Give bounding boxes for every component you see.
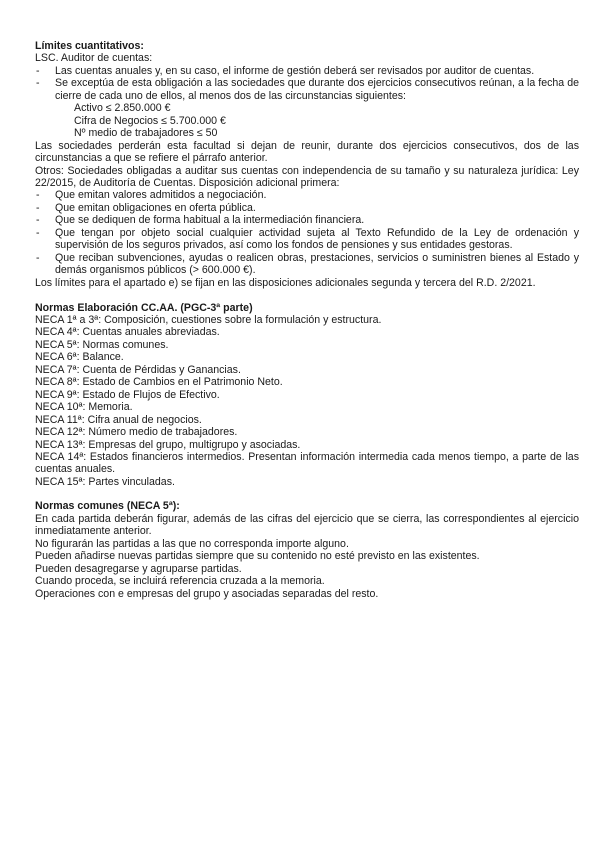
criterion-revenue: Cifra de Negocios ≤ 5.700.000 € [74, 114, 226, 127]
neca-line: NECA 6ª: Balance. [35, 351, 124, 364]
bullet-marker: - [36, 77, 40, 90]
neca-line: NECA 13ª: Empresas del grupo, multigrupo y asociadas. [35, 438, 301, 451]
neca-line: NECA 9ª: Estado de Flujos de Efectivo. [35, 388, 220, 401]
paragraph: Los límites para el apartado e) se fijan en las disposiciones adicionales segunda y tercera del R.D. 2/2021. [35, 276, 536, 289]
bullet-marker: - [36, 189, 40, 202]
bullet-marker: - [36, 201, 40, 214]
list-item [35, 65, 579, 77]
rule-line: No figurarán las partidas a las que no corresponda importe alguno. [35, 537, 349, 550]
rule-line: Pueden añadirse nuevas partidas siempre que su contenido no esté previsto en las existentes. [35, 550, 480, 563]
criterion-employees: Nº medio de trabajadores ≤ 50 [74, 127, 218, 140]
list-item [35, 189, 579, 201]
section-spacer [35, 488, 579, 500]
rule-line: Operaciones con e empresas del grupo y asociadas separadas del resto. [35, 587, 379, 600]
neca-line: NECA 10ª: Memoria. [35, 401, 133, 414]
neca-line: NECA 12ª: Número medio de trabajadores. [35, 426, 238, 439]
neca-line: NECA 5ª: Normas comunes. [35, 338, 169, 351]
section-spacer [35, 289, 579, 302]
list-item [35, 77, 579, 102]
section-neca-rules [35, 302, 579, 489]
paragraph: Las sociedades perderán esta facultad si dejan de reunir, durante dos ejercicios consecutivos, dos de las circunstancias a que se refiere el párrafo anterior. [35, 139, 579, 165]
list-item-text: Que emitan obligaciones en oferta pública. [55, 201, 256, 214]
bullet-marker: - [36, 64, 40, 77]
list-item-text: Que tengan por objeto social cualquier actividad sujeta al Texto Refundido de la Ley de ordenación y supervisión de los seguros privados, así como los fondos de pensiones y sus entidades gestoras. [55, 226, 579, 252]
section-heading: Límites cuantitativos: [35, 40, 144, 52]
list-item-text: Que reciban subvenciones, ayudas o realicen obras, prestaciones, servicios o suministren bienes al Estado y demás organismos públicos (> 600.000 €). [55, 251, 579, 277]
list-item [35, 202, 579, 214]
bullet-marker: - [36, 251, 40, 264]
neca-line: NECA 11ª: Cifra anual de negocios. [35, 413, 202, 426]
bullet-marker: - [36, 226, 40, 239]
list-item-text: Las cuentas anuales y, en su caso, el informe de gestión deberá ser revisados por auditor de cuentas. [55, 64, 535, 77]
neca-line: NECA 8ª: Estado de Cambios en el Patrimonio Neto. [35, 376, 283, 389]
neca-line: NECA 7ª: Cuenta de Pérdidas y Ganancias. [35, 363, 241, 376]
list-item [35, 214, 579, 226]
rule-line: En cada partida deberán figurar, además de las cifras del ejercicio que se cierra, las correspondientes al ejercicio inmediatamente anterior. [35, 512, 579, 538]
list-item [35, 252, 579, 277]
section-common-rules [35, 500, 579, 600]
criterion-assets: Activo ≤ 2.850.000 € [74, 102, 171, 115]
neca-line: NECA 14ª: Estados financieros intermedios. Presentan información intermedia cada menos tiempo, a parte de las cuentas anuales. [35, 451, 579, 476]
list-item-text: Que emitan valores admitidos a negociación. [55, 189, 267, 202]
neca-line: NECA 1ª a 3ª: Composición, cuestiones sobre la formulación y estructura. [35, 314, 382, 327]
list-item-text: Que se dediquen de forma habitual a la intermediación financiera. [55, 214, 365, 227]
section-quantitative-limits [35, 40, 579, 289]
criteria-list [35, 102, 579, 139]
section-heading: Normas Elaboración CC.AA. (PGC-3ª parte) [35, 301, 253, 314]
intro-line: LSC. Auditor de cuentas: [35, 52, 153, 65]
list-item [35, 227, 579, 252]
bullet-marker: - [36, 214, 40, 227]
neca-line: NECA 4ª: Cuentas anuales abreviadas. [35, 326, 220, 339]
list-item-text: Se exceptúa de esta obligación a las sociedades que durante dos ejercicios consecutivos reúnan, a la fecha de cierre de cada uno de ellos, al menos dos de las circunstancias siguientes: [55, 77, 579, 102]
rule-line: Cuando proceda, se incluirá referencia cruzada a la memoria. [35, 575, 325, 588]
document-page [35, 40, 579, 600]
paragraph: Otros: Sociedades obligadas a auditar sus cuentas con independencia de su tamaño y su naturaleza jurídica: Ley 22/2015, de Auditoría de Cuentas. Disposición adicional primera: [35, 164, 579, 189]
rule-line: Pueden desagregarse y agruparse partidas. [35, 562, 242, 575]
section-heading: Normas comunes (NECA 5ª): [35, 500, 180, 513]
neca-line: NECA 15ª: Partes vinculadas. [35, 475, 175, 488]
